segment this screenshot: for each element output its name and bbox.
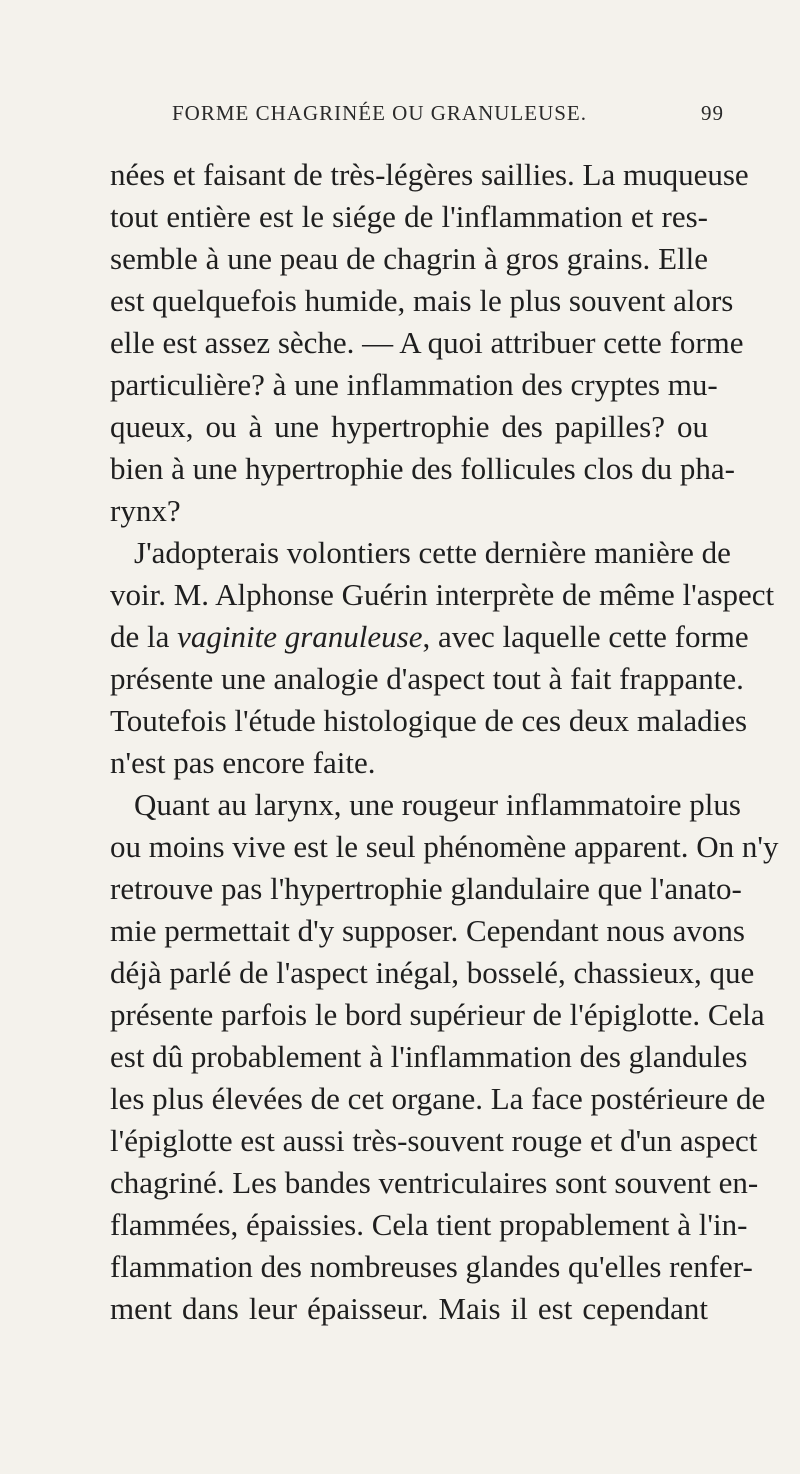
text-line: Toutefois l'étude histologique de ces deux maladies	[110, 703, 748, 738]
text-line: présente une analogie d'aspect tout à fait frappante.	[110, 661, 744, 696]
text-segment: de la	[110, 619, 178, 654]
text-line: flammation des nombreuses glandes qu'elles renfer-	[110, 1249, 753, 1284]
text-line: J'adopterais volontiers cette dernière manière de	[134, 535, 731, 570]
text-line: tout entière est le siége de l'inflammation et res-	[110, 199, 708, 234]
text-line: mie permettait d'y supposer. Cependant nous avons	[110, 913, 745, 948]
text-line: retrouve pas l'hypertrophie glandulaire que l'anato-	[110, 871, 742, 906]
text-line: ou moins vive est le seul phénomène apparent. On n'y	[110, 829, 779, 864]
text-segment: , avec laquelle cette forme	[422, 619, 749, 654]
text-line: semble à une peau de chagrin à gros grains. Elle	[110, 241, 708, 276]
text-line: particulière? à une inflammation des cryptes mu-	[110, 367, 718, 402]
page-number: 99	[701, 101, 724, 125]
text-line: flammées, épaissies. Cela tient propablement à l'in-	[110, 1207, 748, 1242]
text-line: nées et faisant de très-légères saillies. La muqueuse	[110, 157, 749, 192]
text-line: n'est pas encore faite.	[110, 745, 376, 780]
text-line: rynx?	[110, 493, 181, 528]
text-line: queux, ou à une hypertrophie des papilles? ou	[110, 409, 708, 444]
text-line: est quelquefois humide, mais le plus souvent alors	[110, 283, 734, 318]
running-head	[172, 101, 724, 131]
text-line: présente parfois le bord supérieur de l'épiglotte. Cela	[110, 997, 765, 1032]
text-line: bien à une hypertrophie des follicules clos du pha-	[110, 451, 735, 486]
text-line: est dû probablement à l'inflammation des glandules	[110, 1039, 748, 1074]
text-line: ment dans leur épaisseur. Mais il est cependant	[110, 1291, 708, 1326]
running-head-title: FORME CHAGRINÉE OU GRANULEUSE.	[172, 101, 588, 125]
text-line: l'épiglotte est aussi très-souvent rouge et d'un aspect	[110, 1123, 758, 1158]
text-line: déjà parlé de l'aspect inégal, bosselé, chassieux, que	[110, 955, 755, 990]
text-line: les plus élevées de cet organe. La face postérieure de	[110, 1081, 766, 1116]
text-line: chagriné. Les bandes ventriculaires sont souvent en-	[110, 1165, 759, 1200]
text-line: elle est assez sèche. — A quoi attribuer cette forme	[110, 325, 744, 360]
text-line: voir. M. Alphonse Guérin interprète de même l'aspect	[110, 577, 775, 612]
italic-term: vaginite granuleuse	[177, 619, 423, 654]
text-line: Quant au larynx, une rougeur inflammatoire plus	[134, 787, 741, 822]
